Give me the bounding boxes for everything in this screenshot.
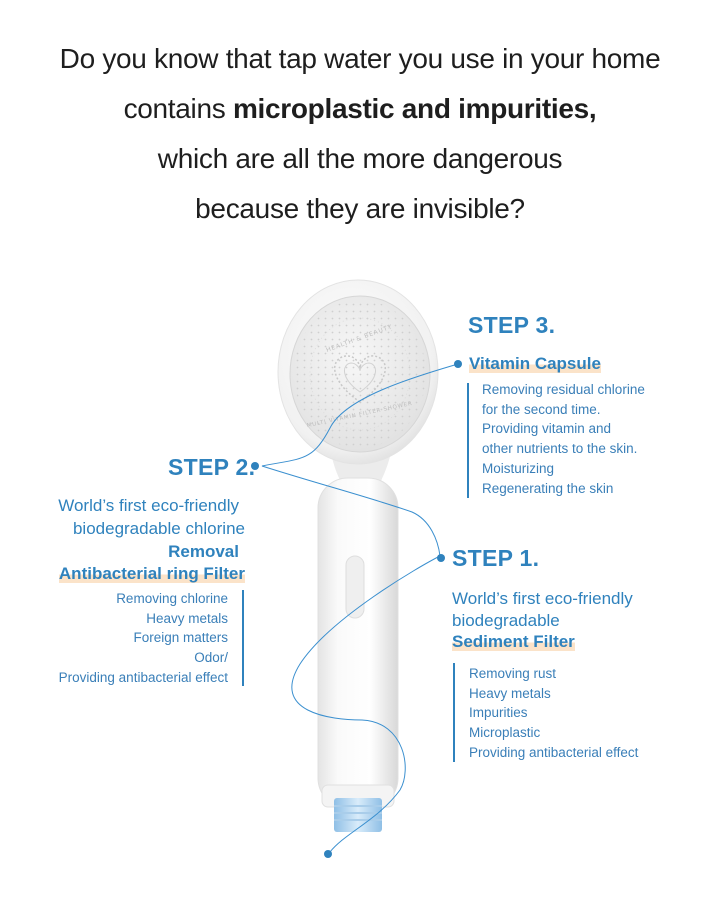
step3-dot bbox=[454, 360, 462, 368]
intro-line-2-bold: microplastic and impurities, bbox=[232, 93, 597, 124]
handle-slot bbox=[346, 556, 364, 618]
step2-desc-2: biodegradable chlorine bbox=[72, 519, 245, 538]
step1-bar bbox=[453, 663, 455, 762]
step2-title: STEP 2. bbox=[168, 454, 256, 480]
list-item: Impurities bbox=[469, 705, 528, 721]
step1-dot bbox=[437, 554, 445, 562]
step3-list bbox=[482, 380, 645, 498]
emboss-top: HEALTH & BEAUTY bbox=[325, 323, 394, 354]
step2-desc-3: Removal bbox=[168, 542, 239, 561]
list-item: Providing antibacterial effect bbox=[469, 744, 639, 760]
list-item: Providing antibacterial effect bbox=[58, 669, 228, 685]
step3-bar bbox=[467, 383, 469, 498]
list-item: Providing vitamin and bbox=[482, 421, 612, 437]
intro-line-2-pre: contains bbox=[123, 93, 233, 124]
step1-desc-2: biodegradable bbox=[452, 611, 560, 630]
intro-line-1: Do you know that tap water you use in your home bbox=[59, 43, 661, 74]
list-item: Foreign matters bbox=[133, 630, 228, 646]
step3-subtitle bbox=[469, 352, 601, 376]
end-dot bbox=[324, 850, 332, 858]
step1-title: STEP 1. bbox=[452, 545, 540, 571]
list-item: Removing rust bbox=[469, 666, 557, 681]
step1-desc-3 bbox=[452, 630, 575, 654]
list-item: Heavy metals bbox=[469, 685, 551, 701]
step1-desc-3-text: Sediment Filter bbox=[452, 632, 575, 651]
list-item: Heavy metals bbox=[146, 610, 228, 626]
shower-handle bbox=[318, 478, 398, 808]
step3-title: STEP 3. bbox=[468, 312, 556, 338]
intro-line-4: because they are invisible? bbox=[195, 193, 525, 224]
emboss-bottom: MULTI VITAMIN FILTER SHOWER bbox=[306, 400, 414, 430]
intro-line-3: which are all the more dangerous bbox=[157, 143, 563, 174]
step2-desc-4-text: Antibacterial ring Filter bbox=[58, 564, 245, 583]
step2-bar bbox=[242, 590, 244, 686]
list-item: Removing chlorine bbox=[116, 591, 228, 606]
step2-list bbox=[40, 589, 228, 688]
step1-desc-1: World’s first eco-friendly bbox=[452, 589, 633, 608]
list-item: other nutrients to the skin. bbox=[482, 441, 638, 457]
list-item: Odor/ bbox=[194, 650, 228, 666]
list-item: Microplastic bbox=[469, 725, 541, 741]
hose-connector bbox=[334, 798, 382, 832]
step1-list bbox=[469, 664, 638, 763]
list-item: Moisturizing bbox=[482, 460, 555, 476]
list-item: Removing residual chlorine bbox=[482, 382, 645, 397]
step3-subtitle-text: Vitamin Capsule bbox=[469, 354, 601, 373]
list-item: for the second time. bbox=[482, 401, 601, 417]
step2-desc-4 bbox=[49, 562, 245, 586]
list-item: Regenerating the skin bbox=[482, 480, 614, 496]
step2-desc-1: World’s first eco-friendly bbox=[58, 496, 239, 515]
